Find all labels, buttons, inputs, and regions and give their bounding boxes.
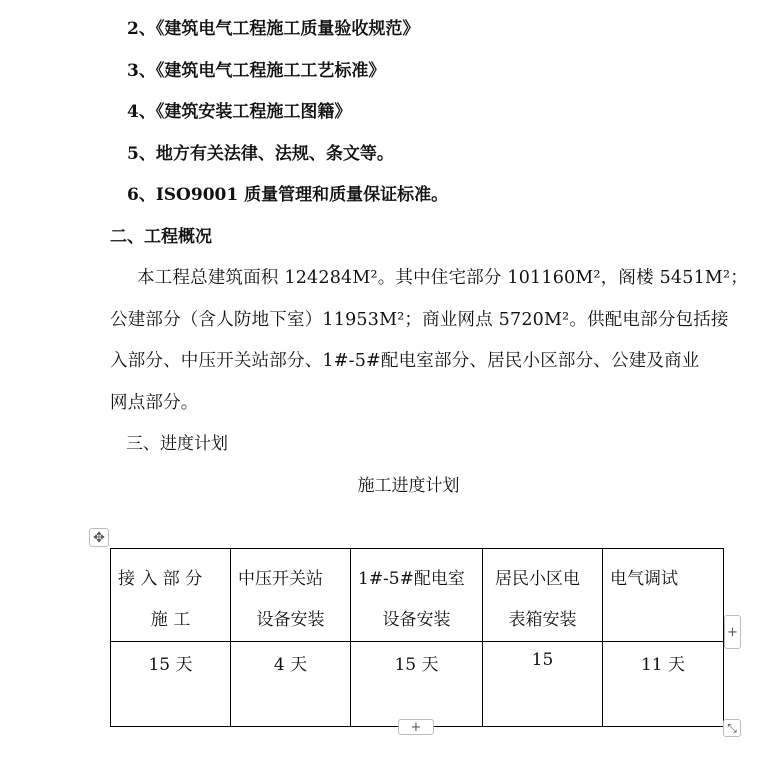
section-heading: 三、进度计划 bbox=[126, 434, 228, 454]
table-row bbox=[111, 642, 724, 727]
diagonal-resize-icon[interactable]: ⤡ bbox=[723, 719, 741, 737]
section-heading: 二、工程概况 bbox=[110, 227, 212, 247]
add-row-plus-icon[interactable]: + bbox=[398, 719, 434, 735]
table-title: 施工进度计划 bbox=[357, 476, 460, 496]
header-line: 接 入 部 分 bbox=[118, 569, 203, 589]
cell-value: 15 天 bbox=[148, 655, 193, 675]
list-item: 5、地方有关法律、法规、条文等。 bbox=[127, 144, 394, 164]
table-cell[interactable] bbox=[603, 642, 724, 727]
table-cell[interactable] bbox=[483, 642, 603, 727]
list-item: 4、《建筑安装工程施工图籍》 bbox=[127, 102, 352, 122]
header-line: 电气调试 bbox=[610, 569, 678, 589]
header-line: 居民小区电 bbox=[495, 569, 580, 589]
paragraph-line: 公建部分（含人防地下室）11953M²；商业网点 5720M²。供配电部分包括接 bbox=[110, 310, 729, 330]
list-item: 3、《建筑电气工程施工工艺标准》 bbox=[127, 61, 386, 81]
paragraph-line: 本工程总建筑面积 124284M²。其中住宅部分 101160M²，阁楼 5451M²； bbox=[137, 268, 748, 288]
header-line: 1#-5#配电室 bbox=[358, 569, 465, 589]
paragraph-line: 入部分、中压开关站部分、1#-5#配电室部分、居民小区部分、公建及商业 bbox=[110, 351, 700, 371]
list-item: 2、《建筑电气工程施工质量验收规范》 bbox=[127, 19, 420, 39]
schedule-table bbox=[110, 548, 724, 727]
cell-value: 15 天 bbox=[394, 655, 439, 675]
header-line: 施 工 bbox=[150, 610, 191, 630]
paragraph-line: 网点部分。 bbox=[110, 393, 199, 413]
table-header-cell[interactable] bbox=[483, 549, 603, 642]
table-header-cell[interactable] bbox=[603, 549, 724, 642]
table-cell[interactable] bbox=[111, 642, 231, 727]
cell-value: 15 bbox=[531, 650, 554, 670]
add-column-plus-icon[interactable]: + bbox=[724, 615, 741, 649]
table-header-cell[interactable] bbox=[111, 549, 231, 642]
header-line: 表箱安装 bbox=[508, 610, 577, 630]
table-cell[interactable] bbox=[351, 642, 483, 727]
table-header-cell[interactable] bbox=[231, 549, 351, 642]
header-line: 设备安装 bbox=[256, 610, 325, 630]
table-header-row bbox=[111, 549, 724, 642]
table-header-cell[interactable] bbox=[351, 549, 483, 642]
cell-value: 11 天 bbox=[640, 655, 686, 675]
header-line: 设备安装 bbox=[382, 610, 451, 630]
list-item: 6、ISO9001 质量管理和质量保证标准。 bbox=[127, 185, 449, 205]
table-cell[interactable] bbox=[231, 642, 351, 727]
move-arrows-icon[interactable]: ✥ bbox=[89, 528, 109, 547]
header-line: 中压开关站 bbox=[238, 569, 323, 589]
cell-value: 4 天 bbox=[273, 655, 308, 675]
